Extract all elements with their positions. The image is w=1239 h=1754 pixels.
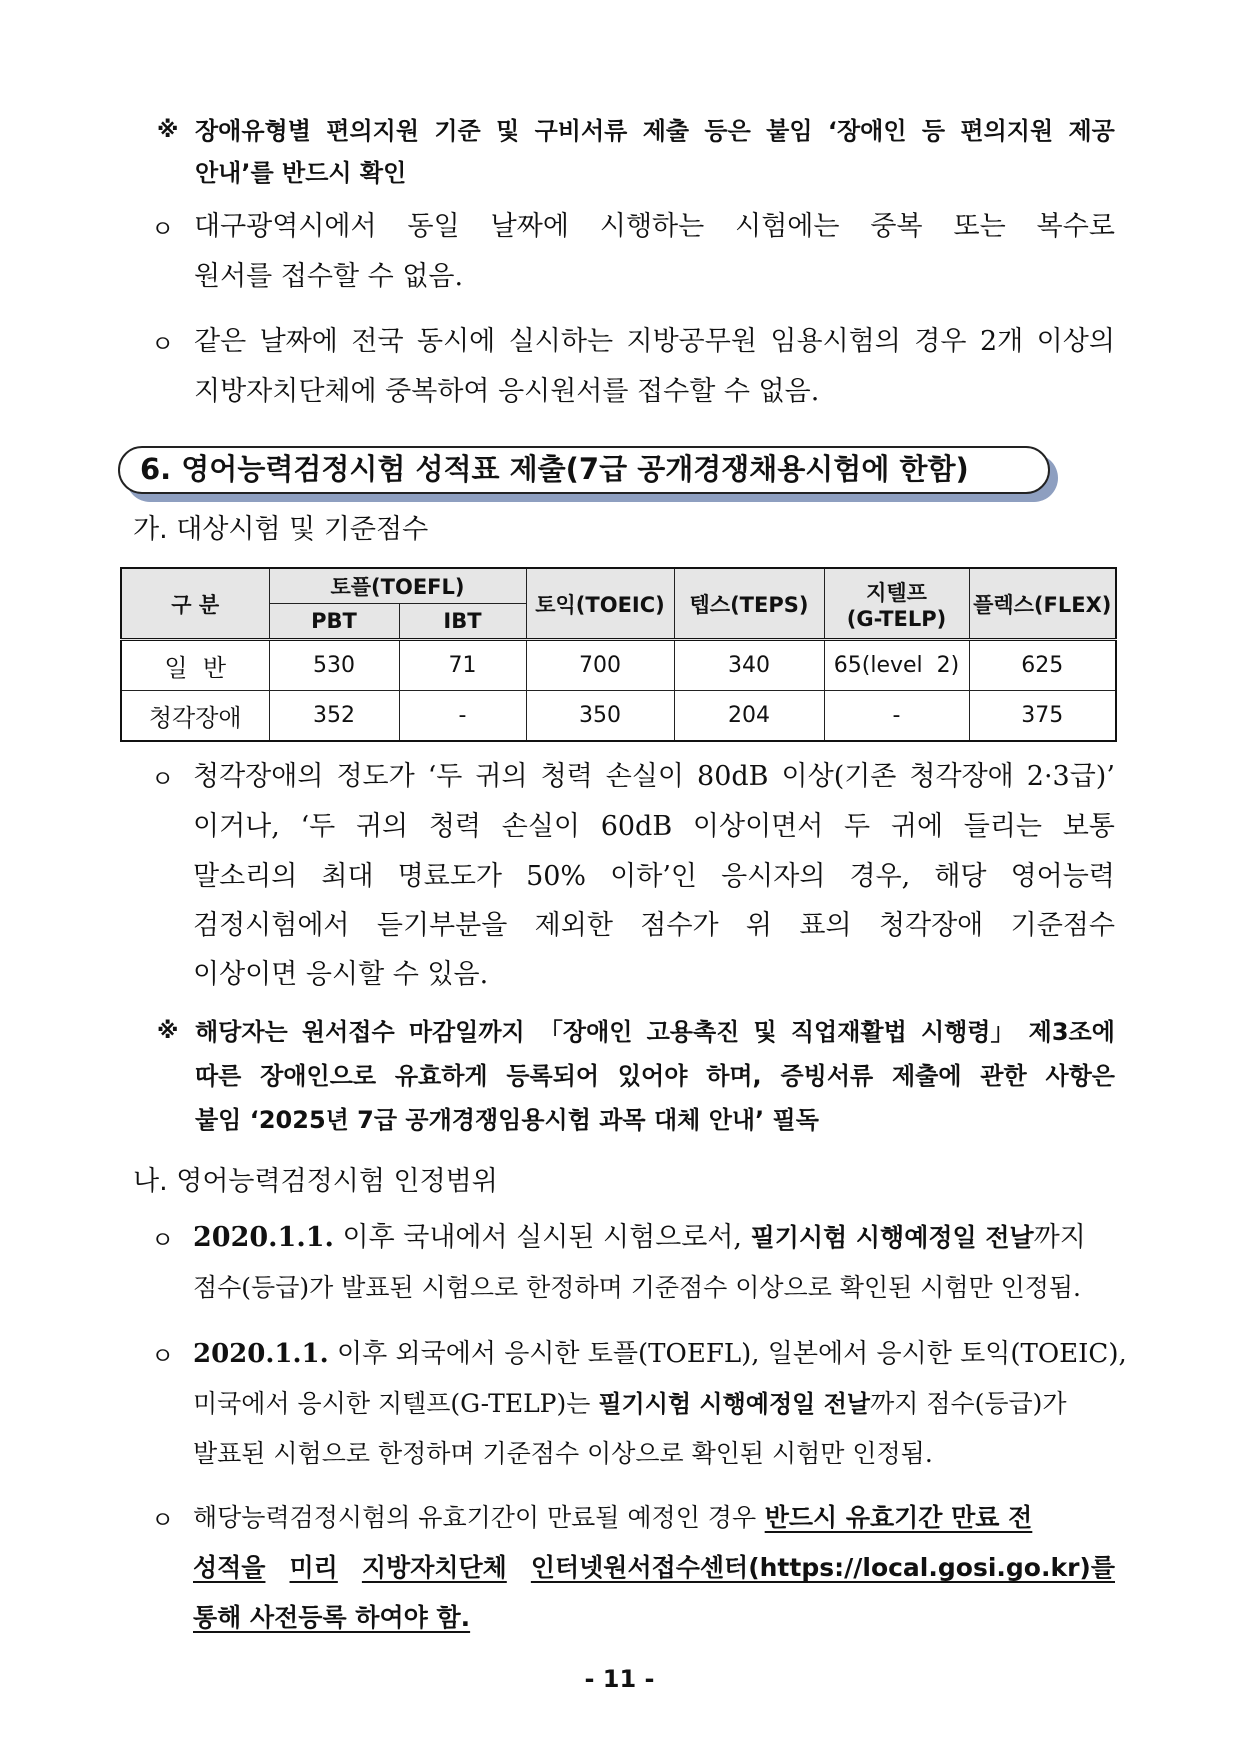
word: 마감일까지 bbox=[408, 1018, 525, 1046]
para6-text-a: 해당능력검정시험의 유효기간이 만료될 예정인 경우 bbox=[193, 1503, 757, 1532]
header-gtelp bbox=[824, 568, 969, 640]
para3-line5: 이상이면 응시할 수 있음. bbox=[193, 959, 489, 990]
para5-line2 bbox=[193, 1387, 1067, 1421]
word: 인터넷원서접수센터(https://local.gosi.go.kr)를 bbox=[530, 1553, 1115, 1582]
para6-line3: 통해 사전등록 하여야 함. bbox=[193, 1603, 471, 1632]
para4-line2: 점수(등급)가 발표된 시험으로 한정하며 기준점수 이상으로 확인된 시험만 인정됨. bbox=[193, 1273, 1081, 1302]
header-flex: 플렉스(FLEX) bbox=[969, 568, 1116, 640]
reference-mark: ※ bbox=[157, 1019, 179, 1044]
word: 2개 bbox=[979, 326, 1024, 357]
word: 명료도가 bbox=[397, 861, 502, 892]
word: 보통 bbox=[1062, 811, 1115, 842]
word: 시행하는 bbox=[599, 211, 705, 242]
word: 2·3급)’ bbox=[1026, 761, 1115, 792]
word: 청력 bbox=[428, 811, 482, 842]
word: 장애인으로 bbox=[260, 1062, 377, 1090]
word: 기준점수 bbox=[1010, 910, 1115, 941]
cell-teps: 340 bbox=[674, 640, 824, 691]
cell-ibt: 71 bbox=[399, 640, 526, 691]
word: 손실이 bbox=[501, 811, 580, 842]
word: 고용촉진 bbox=[646, 1018, 740, 1046]
cell-toeic: 350 bbox=[526, 691, 674, 742]
cell-pbt: 530 bbox=[269, 640, 399, 691]
word: 경우, bbox=[849, 861, 911, 892]
para3-line1 bbox=[193, 760, 1115, 794]
bullet-marker: ㅇ bbox=[151, 330, 175, 358]
word: 제외한 bbox=[534, 910, 613, 941]
subheading-ga: 가. 대상시험 및 기준점수 bbox=[133, 514, 429, 545]
word: 표의 bbox=[799, 910, 852, 941]
para5-text-b: 이후 외국에서 응시한 토플(TOEFL), 일본에서 응시한 토익(TOEIC), bbox=[336, 1339, 1127, 1369]
word: 복수로 bbox=[1036, 211, 1115, 242]
word: 손실이 bbox=[605, 761, 685, 792]
header-teps: 텝스(TEPS) bbox=[674, 568, 824, 640]
word: 임용시험의 bbox=[770, 326, 901, 357]
word: 위 bbox=[745, 910, 773, 941]
header-pbt: PBT bbox=[269, 604, 399, 640]
cell-gtelp: - bbox=[824, 691, 969, 742]
word: 실시하는 bbox=[508, 326, 614, 357]
bullet-marker: ㅇ bbox=[151, 1226, 175, 1254]
word: 「장애인 bbox=[538, 1018, 633, 1046]
note1-line1 bbox=[195, 114, 1115, 148]
word: 두 bbox=[844, 811, 871, 842]
word: 관한 bbox=[980, 1062, 1027, 1090]
word: 경우 bbox=[914, 326, 967, 357]
word: 등 bbox=[921, 117, 946, 145]
para5-text-c: 까지 점수(등급)가 bbox=[870, 1389, 1067, 1418]
para3-line2 bbox=[193, 810, 1115, 844]
word: 직업재활법 bbox=[790, 1018, 907, 1046]
para3-line3 bbox=[193, 860, 1115, 894]
word: 청력 bbox=[540, 761, 593, 792]
word: 영어능력 bbox=[1010, 861, 1115, 892]
cell-toeic: 700 bbox=[526, 640, 674, 691]
word: 들리는 bbox=[963, 811, 1042, 842]
header-gubun: 구 분 bbox=[121, 568, 269, 640]
bullet-marker: ㅇ bbox=[151, 765, 175, 793]
header-toeic: 토익(TOEIC) bbox=[526, 568, 674, 640]
para3-line4 bbox=[193, 909, 1115, 943]
word: 귀의 bbox=[355, 811, 409, 842]
word: 전국 bbox=[351, 326, 404, 357]
cell-pbt: 352 bbox=[269, 691, 399, 742]
word: 따른 bbox=[195, 1062, 242, 1090]
word: ‘장애인 bbox=[827, 117, 907, 145]
word: 이하’인 bbox=[610, 861, 697, 892]
word: 60dB bbox=[600, 811, 673, 842]
note2-line1 bbox=[195, 1015, 1115, 1049]
word: 해당자는 bbox=[195, 1018, 288, 1046]
word: 정도가 bbox=[336, 761, 415, 792]
word: 편의지원 bbox=[326, 117, 420, 145]
para4-text-d: 까지 bbox=[1033, 1222, 1086, 1253]
word: 미리 bbox=[289, 1553, 338, 1582]
word: 날짜에 bbox=[490, 211, 569, 242]
date-text: 2020.1.1. bbox=[193, 1222, 334, 1253]
word: 또는 bbox=[953, 211, 1006, 242]
word: 이상이면서 bbox=[692, 811, 824, 842]
para4-text-b: 이후 국내에서 실시된 시험으로서, bbox=[342, 1222, 742, 1253]
word: 원서접수 bbox=[301, 1018, 395, 1046]
bullet-marker: ㅇ bbox=[151, 1506, 175, 1534]
word: 사항은 bbox=[1045, 1062, 1115, 1090]
row-label: 일 반 bbox=[121, 640, 269, 691]
word: 증빙서류 bbox=[780, 1062, 874, 1090]
word: 제3조에 bbox=[1028, 1018, 1115, 1046]
section-6-title: 6. 영어능력검정시험 성적표 제출(7급 공개경쟁채용시험에 한함) bbox=[140, 452, 969, 486]
word: 붙임 bbox=[766, 117, 813, 145]
word: ‘두 bbox=[427, 761, 463, 792]
cell-ibt: - bbox=[399, 691, 526, 742]
bullet-marker: ㅇ bbox=[151, 215, 175, 243]
word: 청각장애 bbox=[878, 910, 984, 941]
note2-line2 bbox=[195, 1059, 1115, 1093]
word: 구비서류 bbox=[534, 117, 628, 145]
word: 시행령」 bbox=[920, 1018, 1015, 1046]
word: 하며, bbox=[706, 1062, 762, 1090]
word: 날짜에 bbox=[259, 326, 338, 357]
emphasis-text: 필기시험 시행예정일 전날 bbox=[750, 1223, 1034, 1252]
word: 유효하게 bbox=[394, 1062, 488, 1090]
row-label: 청각장애 bbox=[121, 691, 269, 742]
cell-flex: 625 bbox=[969, 640, 1116, 691]
word: 귀에 bbox=[890, 811, 944, 842]
header-ibt: IBT bbox=[399, 604, 526, 640]
word: 있어야 bbox=[617, 1062, 688, 1090]
para5-text-a: 미국에서 응시한 지텔프(G-TELP)는 bbox=[193, 1389, 591, 1418]
word: 청각장애의 bbox=[193, 761, 324, 792]
bullet-marker: ㅇ bbox=[151, 1342, 175, 1370]
word: 제출에 bbox=[891, 1062, 962, 1090]
word: 지방자치단체 bbox=[361, 1553, 507, 1582]
table-row bbox=[121, 691, 1116, 742]
word: 청각장애 bbox=[909, 761, 1014, 792]
para5-line3: 발표된 시험으로 한정하며 기준점수 이상으로 확인된 시험만 인정됨. bbox=[193, 1439, 933, 1468]
word: 해당 bbox=[934, 861, 987, 892]
word: 제공 bbox=[1068, 117, 1115, 145]
word: 제출 bbox=[642, 117, 690, 145]
word: 대구광역시에서 bbox=[194, 211, 377, 242]
header-gtelp-line1: 지텔프 bbox=[866, 580, 927, 605]
word: 시험에는 bbox=[735, 211, 840, 242]
cell-flex: 375 bbox=[969, 691, 1116, 742]
word: 성적을 bbox=[193, 1553, 266, 1582]
word: 지방공무원 bbox=[626, 326, 757, 357]
word: 말소리의 bbox=[193, 861, 298, 892]
emphasis-text: 필기시험 시행예정일 전날 bbox=[598, 1390, 871, 1418]
cell-teps: 204 bbox=[674, 691, 824, 742]
word: 기준 bbox=[434, 117, 481, 145]
word: 50% bbox=[526, 861, 587, 892]
word: 동일 bbox=[407, 211, 460, 242]
section-6-heading bbox=[118, 446, 1050, 494]
word: 80dB bbox=[697, 761, 769, 792]
para5-line1 bbox=[193, 1337, 1127, 1371]
word: 이상의 bbox=[1036, 326, 1115, 357]
para1-line1 bbox=[194, 210, 1115, 244]
word: ‘두 bbox=[300, 811, 336, 842]
emphasis-underlined: 반드시 유효기간 만료 전 bbox=[764, 1503, 1033, 1532]
word: 검정시험에서 bbox=[193, 910, 350, 941]
word: 및 bbox=[496, 117, 520, 145]
score-table bbox=[120, 567, 1117, 742]
cell-gtelp: 65(level 2) bbox=[824, 640, 969, 691]
para2-line2: 지방자치단체에 중복하여 응시원서를 접수할 수 없음. bbox=[194, 376, 820, 407]
word: 편의지원 bbox=[960, 117, 1054, 145]
para6-line1 bbox=[193, 1501, 1115, 1535]
word: 등록되어 bbox=[506, 1062, 600, 1090]
para1-line2: 원서를 접수할 수 없음. bbox=[194, 261, 464, 292]
word: 귀의 bbox=[475, 761, 528, 792]
word: 이거나, bbox=[193, 811, 280, 842]
word: 최대 bbox=[321, 861, 374, 892]
para4-line1 bbox=[193, 1221, 1115, 1255]
page-number: - 11 - bbox=[584, 1665, 655, 1693]
word: 듣기부분을 bbox=[376, 910, 508, 941]
word: 응시자의 bbox=[721, 861, 826, 892]
word: 같은 bbox=[194, 326, 247, 357]
word: 및 bbox=[753, 1018, 777, 1046]
reference-mark: ※ bbox=[157, 118, 179, 143]
word: 이상(기존 bbox=[781, 761, 897, 792]
date-text: 2020.1.1. bbox=[193, 1339, 329, 1369]
word: 중복 bbox=[870, 211, 923, 242]
word: 장애유형별 bbox=[195, 117, 311, 145]
para2-line1 bbox=[194, 325, 1115, 359]
word: 점수가 bbox=[640, 910, 719, 941]
note1-line2: 안내’를 반드시 확인 bbox=[195, 159, 407, 187]
word: 등은 bbox=[704, 117, 751, 145]
header-toefl: 토플(TOEFL) bbox=[269, 568, 526, 604]
note2-line3: 붙임 ‘2025년 7급 공개경쟁임용시험 과목 대체 안내’ 필독 bbox=[195, 1106, 819, 1134]
word: 동시에 bbox=[417, 326, 496, 357]
para6-line2 bbox=[193, 1551, 1115, 1585]
table-row bbox=[121, 640, 1116, 691]
subheading-na: 나. 영어능력검정시험 인정범위 bbox=[133, 1166, 498, 1197]
header-gtelp-line2: (G-TELP) bbox=[846, 606, 947, 631]
